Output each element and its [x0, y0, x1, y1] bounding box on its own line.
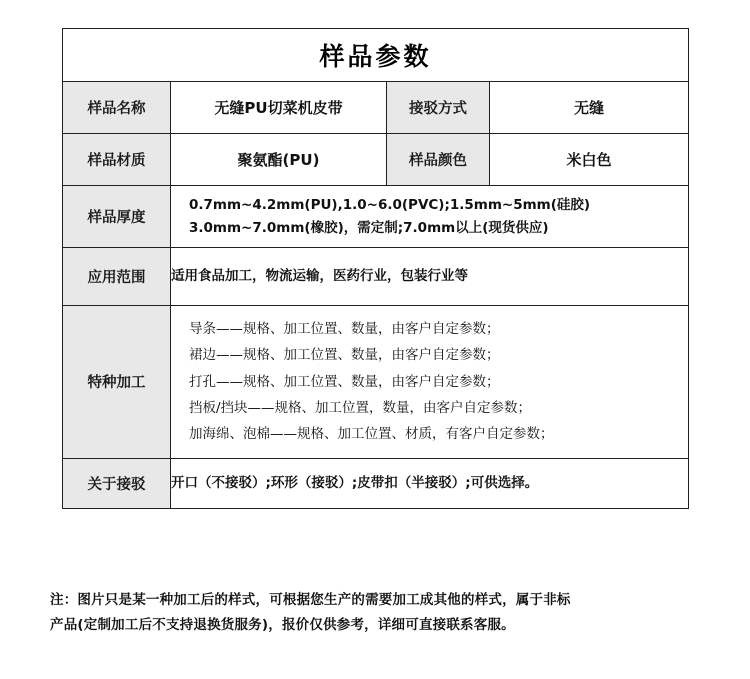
special-line-5: 加海绵、泡棉——规格、加工位置、材质，有客户自定参数；	[189, 426, 554, 443]
table-row	[63, 82, 689, 134]
row-label-thickness: 样品厚度	[63, 186, 171, 248]
row-value-thickness	[171, 186, 689, 248]
sample-parameters-table	[62, 28, 689, 509]
row-value-special-processing	[171, 306, 689, 459]
special-line-3: 打孔——规格、加工位置、数量，由客户自定参数；	[189, 373, 500, 390]
table-row	[63, 458, 689, 508]
row-value-about-joint: 开口（不接驳）;环形（接驳）;皮带扣（半接驳）;可供选择。	[171, 458, 689, 508]
row-label-special-processing: 特种加工	[63, 306, 171, 459]
thickness-line-1: 0.7mm~4.2mm(PU),1.0~6.0(PVC);1.5mm~5mm(硅胶)	[189, 197, 591, 214]
footnote-line-1: 注：图片只是某一种加工后的样式，可根据您生产的需要加工成其他的样式，属于非标	[50, 592, 571, 608]
special-line-2: 裙边——规格、加工位置、数量，由客户自定参数；	[189, 347, 500, 364]
footnote-line-2: 产品(定制加工后不支持退换货服务)，报价仅供参考，详细可直接联系客服。	[50, 616, 515, 633]
table-row	[63, 248, 689, 306]
table-row	[63, 134, 689, 186]
row-value-application: 适用食品加工，物流运输，医药行业，包装行业等	[171, 248, 689, 306]
row-label-sample-material: 样品材质	[63, 134, 171, 186]
table-row	[63, 186, 689, 248]
special-line-4: 挡板/挡块——规格、加工位置，数量，由客户自定参数；	[189, 399, 532, 416]
row-value-sample-name: 无缝PU切菜机皮带	[171, 82, 387, 134]
table-row	[63, 306, 689, 459]
row-label-sample-name: 样品名称	[63, 82, 171, 134]
row-label-about-joint: 关于接驳	[63, 458, 171, 508]
table-row-title	[63, 29, 689, 82]
row-value-joint-method: 无缝	[490, 82, 689, 134]
row-value-sample-color: 米白色	[490, 134, 689, 186]
thickness-line-2: 3.0mm~7.0mm(橡胶)，需定制;7.0mm以上(现货供应)	[189, 219, 549, 236]
special-line-1: 导条——规格、加工位置、数量，由客户自定参数；	[189, 321, 500, 337]
row-label-joint-method: 接驳方式	[387, 82, 490, 134]
page-title: 样品参数	[63, 29, 689, 82]
row-label-application: 应用范围	[63, 248, 171, 306]
footnote	[50, 588, 700, 638]
row-value-sample-material: 聚氨酯(PU)	[171, 134, 387, 186]
row-label-sample-color: 样品颜色	[387, 134, 490, 186]
